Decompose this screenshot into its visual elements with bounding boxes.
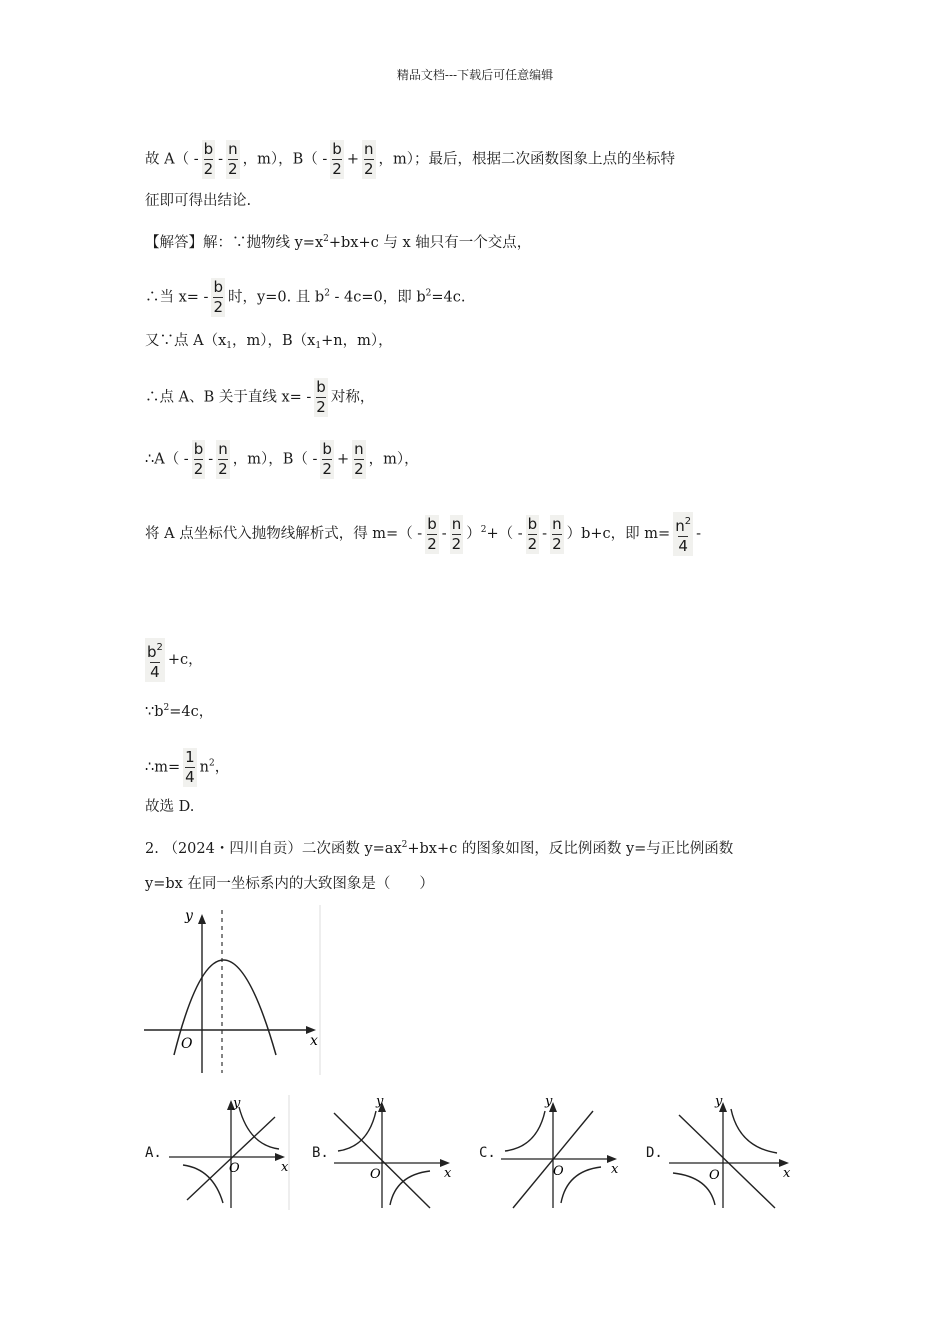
fraction-one-over-4: $\frac{1}{4}$ (185, 748, 195, 786)
svg-text:x: x (783, 1166, 791, 1181)
answer-heading-line: 【解答】解：∵抛物线 $y=x^2+bx+c$ 与 x 轴只有一个交点， (145, 234, 532, 251)
text-segment: 故 A（ - (145, 151, 199, 168)
parabola-figure (140, 905, 325, 1075)
option-a-graph[interactable] (165, 1095, 295, 1210)
solution-line-4: ∴当 x= - $\frac{b}{2}$ 时，y=0. 且 $b^2 - 4c=0$，即 $b^2=4c$. (145, 278, 466, 316)
fraction-b-over-2: $\frac{b}{2}$ (213, 278, 223, 316)
option-b-graph[interactable] (330, 1095, 460, 1210)
solution-line-2: 征即可得出结论. (145, 193, 252, 209)
fraction-b-over-2: $\frac{b}{2}$ (527, 514, 538, 553)
svg-text:O: O (709, 1168, 720, 1183)
solution-line-5: 又∵点 $A(x_1$，m），$B(x_1+n$，m）， (145, 333, 393, 351)
fraction-n-over-2: $\frac{n}{2}$ (354, 440, 364, 478)
svg-text:y: y (376, 1095, 384, 1109)
svg-text:O: O (553, 1164, 564, 1179)
question-2-line-1: 2. （2024・四川自贡）二次函数 $y=ax^2+bx+c$ 的图象如图，反比例函数 y=与正比例函数 (145, 840, 734, 857)
text-segment: ，m），B（ - (242, 151, 328, 168)
fraction-b-squared-over-4: $\frac{b^2}{4}$ (145, 638, 165, 682)
solution-line-8: 将 A 点坐标代入抛物线解析式，得 m=（ - $\frac{b}{2}$ - $\frac{n}{2}$ ）$^2$+（ - $\frac{b}{2}$ - $\frac{n}{2}$ ）b+c，即 m= $\frac{n^2}{4}$ - (145, 512, 701, 556)
solution-line-10: $\because b^2=4c$， (145, 703, 214, 720)
option-d-label: D. (646, 1145, 663, 1161)
solution-line-11: ∴m= $\frac{1}{4}$ $n^2$， (145, 748, 230, 786)
solution-line-6: ∴点 A、B 关于直线 x= - $\frac{b}{2}$ 对称， (145, 378, 375, 416)
hyperbola-branch-upper (505, 1111, 545, 1151)
fraction-n-over-2: $\frac{n}{2}$ (552, 514, 562, 553)
fraction-n-squared-over-4: $\frac{n^2}{4}$ (673, 512, 693, 556)
fraction-n-over-2: $\frac{n}{2}$ (363, 140, 374, 178)
svg-text:x: x (281, 1160, 289, 1175)
linear-line (679, 1115, 775, 1208)
page-header: 精品文档---下载后可任意编辑 (396, 68, 554, 82)
svg-text:y: y (545, 1095, 553, 1109)
fraction-b-over-2: $\frac{b}{2}$ (203, 140, 214, 178)
svg-text:y: y (715, 1095, 723, 1109)
svg-text:x: x (444, 1166, 452, 1181)
fraction-b-over-2: $\frac{b}{2}$ (316, 378, 326, 416)
hyperbola-branch-lower (561, 1167, 601, 1203)
fraction-b-over-2: $\frac{b}{2}$ (193, 440, 204, 478)
y-label: y (185, 908, 193, 924)
text-segment: ，m）；最后，根据二次函数图象上点的坐标特 (378, 151, 676, 168)
x-label: x (310, 1033, 318, 1049)
y-axis-arrow (198, 914, 206, 924)
origin-label: O (181, 1036, 193, 1052)
svg-text:O: O (229, 1161, 240, 1176)
question-2-line-2: y=bx 在同一坐标系内的大致图象是（ ） (145, 876, 434, 892)
fraction-b-over-2: $\frac{b}{2}$ (427, 514, 437, 553)
hyperbola-branch-upper (338, 1111, 376, 1151)
hyperbola-branch-upper (239, 1107, 279, 1149)
text-segment: + (346, 151, 359, 168)
fraction-b-over-2: $\frac{b}{2}$ (322, 440, 332, 478)
solution-line-9: $\frac{b^2}{4}$ +c， (145, 638, 203, 682)
fraction-n-over-2: $\frac{n}{2}$ (451, 514, 462, 553)
option-a-label: A. (145, 1145, 162, 1161)
fraction-b-over-2: $\frac{b}{2}$ (332, 140, 342, 178)
option-c-graph[interactable] (497, 1095, 627, 1210)
solution-line-1 (145, 140, 675, 179)
svg-text:O: O (370, 1167, 381, 1182)
svg-text:x: x (611, 1162, 619, 1177)
text-segment: - (218, 151, 224, 168)
option-c-label: C. (479, 1145, 496, 1161)
solution-conclusion: 故选 D. (145, 799, 195, 815)
option-d-graph[interactable] (665, 1095, 800, 1210)
option-b-label: B. (312, 1145, 329, 1161)
solution-line-7: ∴A（ - $\frac{b}{2}$ - $\frac{n}{2}$ ，m），B（ - $\frac{b}{2}$ + $\frac{n}{2}$ ，m）， (145, 440, 419, 478)
svg-text:y: y (233, 1096, 241, 1111)
fraction-n-over-2: $\frac{n}{2}$ (228, 140, 238, 178)
fraction-n-over-2: $\frac{n}{2}$ (218, 440, 228, 478)
hyperbola-branch-upper (731, 1109, 777, 1153)
